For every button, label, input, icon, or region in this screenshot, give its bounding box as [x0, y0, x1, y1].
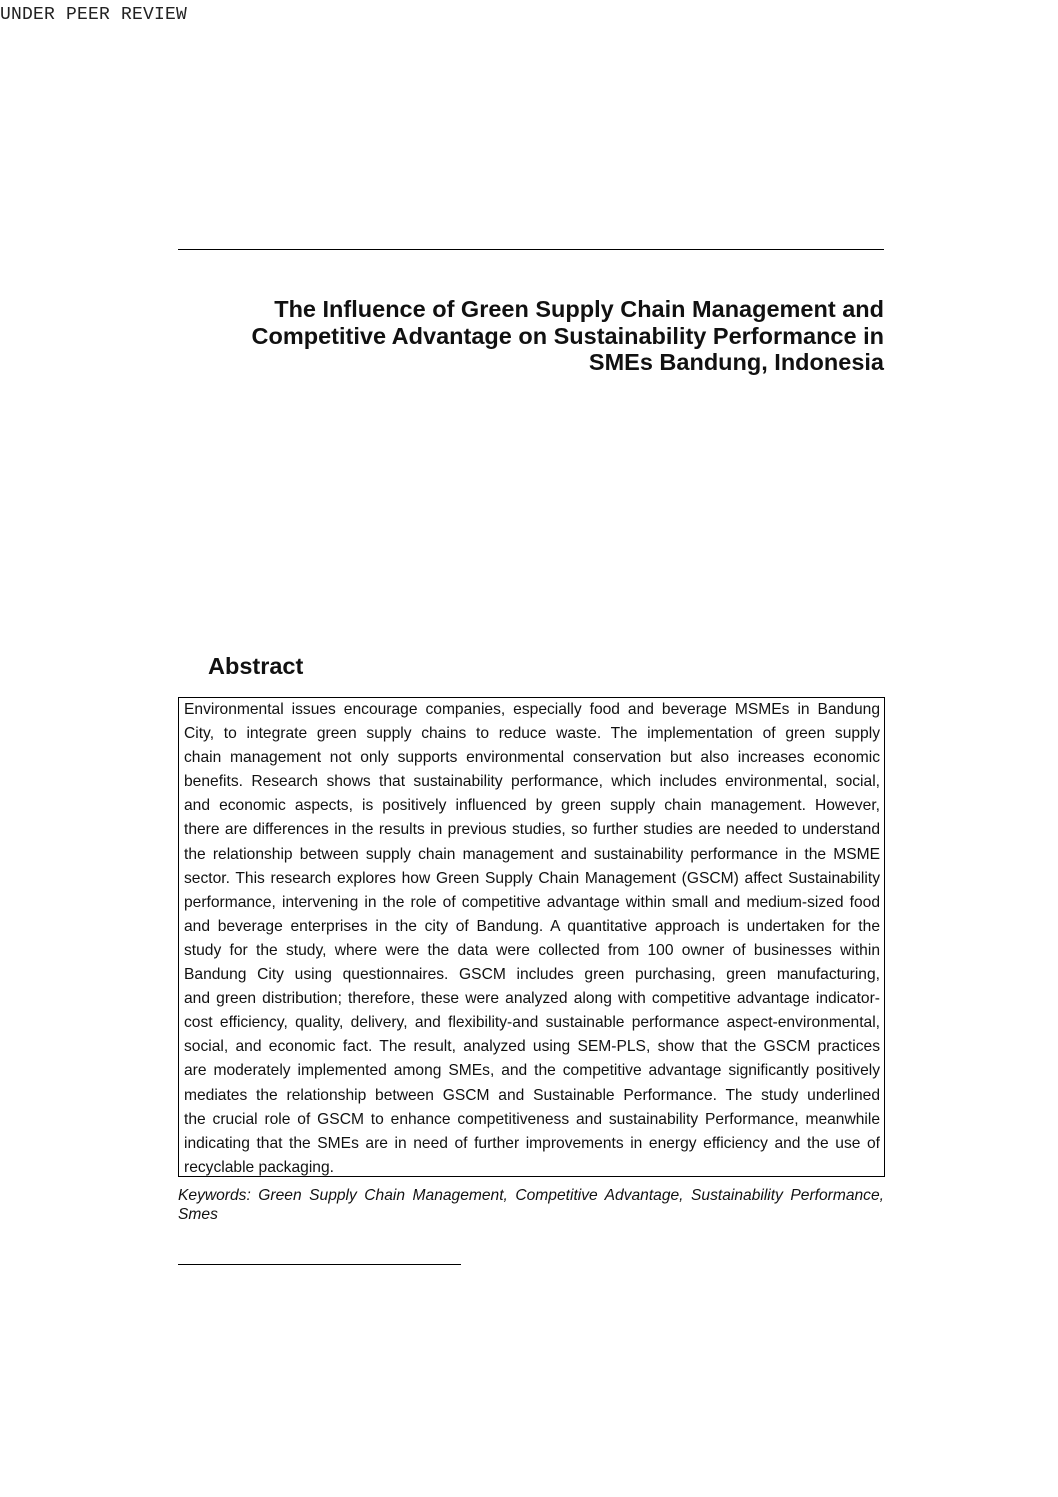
- abstract-line: study for the study, where were the data were collected from 100 owner of businesses within: [184, 941, 880, 959]
- keywords-line: Keywords: Green Supply Chain Management, Competitive Advantage, Sustainability Performance,: [178, 1187, 884, 1204]
- abstract-line: and green distribution; therefore, these were analyzed along with competitive advantage indicator-: [184, 990, 880, 1008]
- abstract-line: City, to integrate green supply chains to reduce waste. The implementation of green supply: [184, 725, 880, 743]
- abstract-line: are moderately implemented among SMEs, and the competitive advantage significantly positively: [184, 1062, 880, 1080]
- abstract-line: sector. This research explores how Green Supply Chain Management (GSCM) affect Sustainability: [184, 869, 880, 887]
- peer-review-watermark: UNDER PEER REVIEW: [0, 5, 188, 25]
- title-line: The Influence of Green Supply Chain Management and: [274, 296, 884, 322]
- footnote-rule: [178, 1264, 461, 1265]
- abstract-line: benefits. Research shows that sustainability performance, which includes environmental, social,: [184, 773, 880, 791]
- abstract-line: cost efficiency, quality, delivery, and flexibility-and sustainable performance aspect-environmental,: [184, 1014, 880, 1032]
- abstract-line: chain management not only supports environmental conservation but also increases economic: [184, 749, 880, 767]
- abstract-line: mediates the relationship between GSCM and Sustainable Performance. The study underlined: [184, 1086, 880, 1104]
- abstract-heading: Abstract: [208, 653, 304, 679]
- abstract-line: social, and economic fact. The result, analyzed using SEM-PLS, show that the GSCM practices: [184, 1038, 880, 1056]
- abstract-line: the crucial role of GSCM to enhance competitiveness and sustainability Performance, meanwhile: [184, 1110, 880, 1128]
- abstract-line: there are differences in the results in previous studies, so further studies are needed to understand: [184, 821, 880, 839]
- abstract-line: the relationship between supply chain management and sustainability performance in the MSME: [184, 845, 880, 863]
- abstract-line: and beverage enterprises in the city of Bandung. A quantitative approach is undertaken for the: [184, 917, 880, 935]
- abstract-box: [178, 697, 885, 1177]
- abstract-line: and economic aspects, is positively influenced by green supply chain management. However,: [184, 797, 880, 815]
- abstract-line: Environmental issues encourage companies, especially food and beverage MSMEs in Bandung: [184, 701, 880, 718]
- keywords: [178, 1186, 884, 1224]
- abstract-line: recyclable packaging.: [184, 1158, 334, 1176]
- abstract-line: indicating that the SMEs are in need of further improvements in energy efficiency and the use of: [184, 1134, 880, 1152]
- title-line: Competitive Advantage on Sustainability Performance in: [251, 322, 884, 349]
- abstract-line: Bandung City using questionnaires. GSCM includes green purchasing, green manufacturing,: [184, 966, 880, 984]
- paper-title: [178, 296, 884, 376]
- abstract-line: performance, intervening in the role of competitive advantage within small and medium-sized food: [184, 893, 880, 911]
- title-top-rule: [178, 249, 884, 250]
- title-line: SMEs Bandung, Indonesia: [588, 349, 884, 375]
- keywords-line: Smes: [178, 1206, 218, 1223]
